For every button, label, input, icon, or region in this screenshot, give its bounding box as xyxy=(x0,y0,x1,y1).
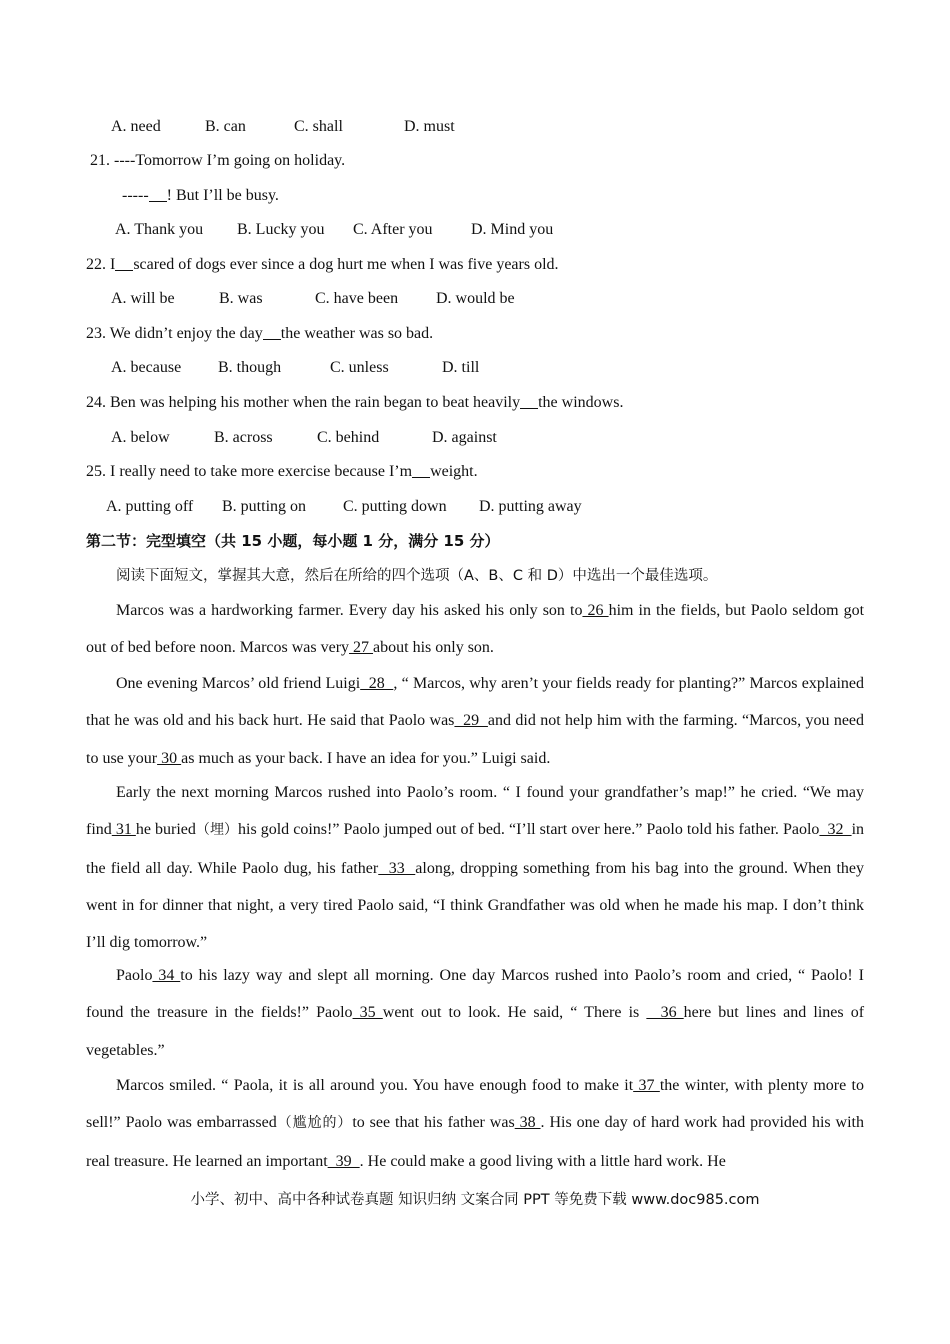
passage-text: as much as your back. I have an idea for you.” Luigi said. xyxy=(181,749,551,767)
q23-blank xyxy=(263,325,281,340)
q23-stem-b: the weather was so bad. xyxy=(280,325,434,342)
q22-option-d: D. would be xyxy=(436,290,515,307)
q23-stem xyxy=(86,324,433,344)
q25-option-d: D. putting away xyxy=(479,498,582,515)
q24-stem-a: 24. Ben was helping his mother when the rain began to beat heavily xyxy=(86,394,521,411)
passage-blank: 29 xyxy=(454,712,488,730)
passage-paragraph-5 xyxy=(86,1067,864,1180)
q25-option-b: B. putting on xyxy=(222,498,307,515)
passage-text: and did not help him with the farming. “Marcos, you need to use your xyxy=(86,712,865,767)
passage-text: Marcos was a hardworking farmer. Every day his asked his only son to xyxy=(116,602,583,619)
q21-reply xyxy=(122,186,279,206)
q25-stem-a: 25. I really need to take more exercise because I’m xyxy=(86,463,413,480)
passage-text: , “ Marcos, why aren’t your fields ready for planting?” Marcos explained that he was old and his back hurt. He said that Paolo was xyxy=(86,675,864,730)
q24-option-c: C. behind xyxy=(317,429,380,446)
passage-blank: 32 xyxy=(819,821,852,839)
q21-option-d: D. Mind you xyxy=(471,221,554,238)
q24-blank xyxy=(520,394,538,409)
q24-option-d: D. against xyxy=(432,429,497,446)
passage-paragraph-1 xyxy=(86,592,864,667)
q21-blank xyxy=(149,187,167,202)
section-instructions: 阅读下面短文，掌握其大意，然后在所给的四个选项（A、B、C 和 D）中选出一个最佳选项。 xyxy=(116,568,718,584)
passage-blank: 34 xyxy=(152,967,181,984)
passage-text: . His one day of hard work had provided his with real treasure. He learned an important xyxy=(86,1114,865,1170)
passage-text: in the field all day. While Paolo dug, his father xyxy=(86,821,865,877)
q21-reply-suffix: ! But I’ll be busy. xyxy=(166,187,279,204)
q20-option-c: C. shall xyxy=(294,118,343,135)
q22-stem xyxy=(86,255,559,275)
passage-paragraph-4 xyxy=(86,957,864,1069)
passage-text: One evening Marcos’ old friend Luigi xyxy=(116,675,361,692)
q24-stem xyxy=(86,393,623,413)
q23-option-b: B. though xyxy=(218,359,282,376)
passage-blank: 39 xyxy=(327,1152,360,1170)
passage-gloss: （埋） xyxy=(195,822,239,839)
q22-blank xyxy=(115,256,133,271)
q22-option-c: C. have been xyxy=(315,290,399,307)
passage-text: about his only son. xyxy=(373,639,494,657)
passage-text: here but lines and lines of vegetables.” xyxy=(86,1004,865,1059)
passage-blank: 37 xyxy=(633,1077,660,1094)
q25-blank xyxy=(412,463,430,478)
q20-option-d: D. must xyxy=(404,118,455,135)
q22-stem-a: 22. I xyxy=(86,256,116,273)
q21-stem: 21. ----Tomorrow I’m going on holiday. xyxy=(90,152,346,169)
passage-text: . He could make a good living with a little hard work. He xyxy=(359,1152,726,1170)
passage-blank: 35 xyxy=(352,1004,383,1022)
passage-text: Marcos smiled. “ Paola, it is all around you. You have enough food to make it xyxy=(116,1077,634,1094)
q21-reply-prefix: ----- xyxy=(122,187,149,204)
page-footer: 小学、初中、高中各种试卷真题 知识归纳 文案合同 PPT 等免费下载 www.doc985.com xyxy=(190,1192,760,1208)
passage-blank: 26 xyxy=(582,602,609,619)
q23-stem-a: 23. We didn’t enjoy the day xyxy=(86,325,263,342)
q25-option-a: A. putting off xyxy=(106,498,194,515)
passage-text: him in the fields, but Paolo seldom got out of bed before noon. Marcos was very xyxy=(86,602,865,657)
passage-text: the winter, with plenty more to sell!” Paolo was embarrassed xyxy=(86,1077,865,1132)
passage-blank: 31 xyxy=(111,821,136,839)
passage-text: to see that his father was xyxy=(352,1114,515,1132)
passage-blank: 36 xyxy=(646,1004,684,1022)
passage-text: to his lazy way and slept all morning. One day Marcos rushed into Paolo’s room and cried, “ Paolo! I found the treasure in the fields!” Paolo xyxy=(86,967,864,1022)
section-heading: 第二节：完型填空（共 15 小题，每小题 1 分，满分 15 分） xyxy=(86,532,500,550)
passage-text: his gold coins!” Paolo jumped out of bed. “I’ll start over here.” Paolo told his father. Paolo xyxy=(238,821,820,839)
passage-text: Early the next morning Marcos rushed into Paolo’s room. “ I found your grandfather’s map!” he cried. “We may find xyxy=(86,784,864,839)
q25-stem-b: weight. xyxy=(430,463,478,480)
q20-option-b: B. can xyxy=(205,118,246,135)
passage-text: along, dropping something from his bag into the ground. When they went in for dinner that night, a very tired Paolo said, “I think Grandfather was old when he made his map. I don’t think I’ll dig tomorrow.” xyxy=(86,859,864,952)
q22-option-a: A. will be xyxy=(111,290,175,307)
q21-option-a: A. Thank you xyxy=(115,221,204,238)
passage-blank: 30 xyxy=(157,749,182,767)
passage-blank: 33 xyxy=(378,859,416,877)
passage-blank: 28 xyxy=(360,675,394,692)
q25-stem xyxy=(86,462,478,482)
passage-paragraph-2 xyxy=(86,665,864,777)
q21-option-b: B. Lucky you xyxy=(237,221,325,238)
passage-text: went out to look. He said, “ There is xyxy=(382,1004,647,1022)
q24-option-a: A. below xyxy=(111,429,170,446)
passage-text: Paolo xyxy=(116,967,153,984)
passage-text: he buried xyxy=(135,821,196,839)
q23-option-c: C. unless xyxy=(330,359,389,376)
passage-paragraph-3 xyxy=(86,774,864,961)
q23-option-d: D. till xyxy=(442,359,480,376)
q23-option-a: A. because xyxy=(111,359,182,376)
q20-option-a: A. need xyxy=(111,118,161,135)
passage-blank: 27 xyxy=(349,639,374,657)
q24-option-b: B. across xyxy=(214,429,273,446)
q22-stem-b: scared of dogs ever since a dog hurt me when I was five years old. xyxy=(133,256,559,273)
q21-option-c: C. After you xyxy=(353,221,433,238)
passage-gloss: （尴尬的） xyxy=(276,1115,353,1132)
q22-option-b: B. was xyxy=(219,290,263,307)
q24-stem-b: the windows. xyxy=(538,394,624,411)
q25-option-c: C. putting down xyxy=(343,498,447,515)
passage-blank: 38 xyxy=(514,1114,541,1132)
